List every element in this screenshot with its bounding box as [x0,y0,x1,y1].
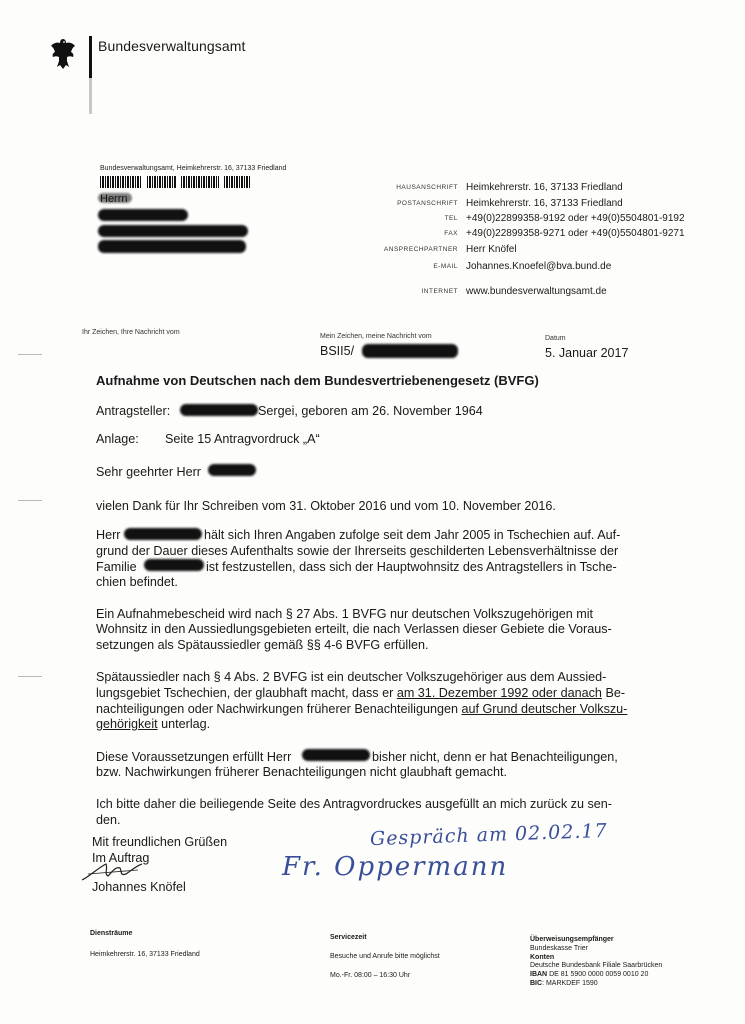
footer-rooms-title: Diensträume [90,930,133,937]
greeting: Sehr geehrter Herr [96,465,201,479]
footer-iban-label: IBAN [530,971,548,979]
body-text: setzungen als Spätaussiedler gemäß §§ 4-6 BVFG erfüllen. [96,638,429,652]
contact-label: E-MAIL [433,263,458,271]
my-ref-label: Mein Zeichen, meine Nachricht vom [320,333,432,340]
letter-subject: Aufnahme von Deutschen nach dem Bundesvertriebenengesetz (BVFG) [96,373,539,388]
fold-mark [18,676,42,677]
email-link[interactable]: Johannes.Knoefel@bva.bund.de [466,261,612,273]
body-text: ist festzustellen, dass sich der Hauptwohnsitz des Antragstellers in Tsche- [206,560,617,574]
redaction [180,404,258,416]
redaction [98,225,248,237]
body-text: Ich bitte daher die beiliegende Seite des Antragvordruckes ausgefüllt an mich zurück zu sen- [96,797,612,811]
body-line [96,717,210,733]
footer-service-title: Servicezeit [330,934,367,941]
logo-bar-accent [89,78,92,114]
redaction [98,240,246,253]
redaction [144,559,204,571]
redaction [362,344,458,358]
body-line [96,702,627,718]
footer-bank [530,936,662,989]
body-text: nachteiligungen oder Nachwirkungen früherer Benachteiligungen [96,702,462,716]
contact-block [330,180,685,299]
contact-value: +49(0)22899358-9192 oder +49(0)5504801-9192 [466,212,685,224]
footer-bank-recipient: Bundeskasse Trier [530,944,588,952]
body-text: lungsgebiet Tschechien, der glaubhaft macht, dass er [96,686,397,700]
barcode [100,176,250,188]
body-text: Be- [601,686,626,700]
contact-label: POSTANSCHRIFT [397,199,458,207]
contact-value: Herr Knöfel [466,243,517,255]
body-text: Wohnsitz in den Aussiedlungsgebieten erteilt, die nach Verlassen dieser Gebiete die Voraus- [96,622,612,636]
letter-date: 5. Januar 2017 [545,346,629,360]
redaction [98,193,132,203]
signer-name: Johannes Knöfel [92,880,186,894]
redaction [208,464,256,476]
body-text: bzw. Nachwirkungen früherer Benachteiligungen nicht glaubhaft gemacht. [96,765,507,779]
body-text: unterlag. [157,717,211,731]
my-ref-value: BSII5/ [320,344,355,358]
contact-label: TEL [444,214,458,222]
applicant-label: Antragsteller: [96,404,171,418]
footer-bic: BIC: MARKDEF 1590 [530,979,598,987]
body-text: Herr [96,528,121,542]
closing-on-behalf: Im Auftrag [92,851,150,865]
redaction [302,749,370,761]
footer-bank-name: Deutsche Bundesbank Filiale Saarbrücken [530,962,663,970]
contact-value: Heimkehrerstr. 16, 37133 Friedland [466,182,623,194]
federal-eagle-icon [50,36,76,70]
return-address: Bundesverwaltungsamt, Heimkehrerstr. 16, 37133 Friedland [100,165,287,172]
org-name: Bundesverwaltungsamt [98,38,246,54]
handwritten-note: Fr. Oppermann [282,852,509,882]
attachment-text: Seite 15 Antragvordruck „A“ [165,432,320,446]
redaction [98,209,188,221]
footer-bic-label: BIC [530,979,543,987]
underlined-text: auf Grund deutscher Volkszu- [461,702,628,716]
handwritten-note: Gespräch am 02.02.17 [369,819,608,851]
redaction [124,528,202,540]
footer-iban [530,971,662,980]
body-text: hält sich Ihren Angaben zufolge seit dem Jahr 2005 in Tschechien auf. Auf- [204,528,621,542]
body-text: Ein Aufnahmebescheid wird nach § 27 Abs. 1 BVFG nur deutschen Volkszugehörigen mit [96,607,594,621]
body-line [96,686,625,702]
date-label: Datum [545,335,566,342]
underlined-text: am 31. Dezember 1992 oder danach [396,686,602,700]
body-text: chien befindet. [96,575,178,589]
your-ref-label: Ihr Zeichen, Ihre Nachricht vom [82,329,180,336]
body-text: Diese Voraussetzungen erfüllt Herr [96,750,292,764]
fold-mark [18,354,42,355]
contact-label: ANSPRECHPARTNER [383,245,458,253]
website-link[interactable]: www.bundesverwaltungsamt.de [466,285,607,297]
contact-label: HAUSANSCHRIFT [396,184,458,192]
footer-service-hours: Mo.-Fr. 08:00 – 16:30 Uhr [330,972,411,979]
body-text: den. [96,813,121,827]
footer-accounts-title: Konten [530,953,555,961]
contact-label: FAX [444,230,458,238]
footer-iban-value: DE 81 5900 0000 0059 0010 20 [549,971,649,979]
applicant-text: Sergei, geboren am 26. November 1964 [258,404,483,418]
footer-bic-value: MARKDEF 1590 [545,979,598,987]
underlined-text: gehörigkeit [96,717,158,731]
contact-value: Heimkehrerstr. 16, 37133 Friedland [466,197,623,209]
contact-label: INTERNET [421,287,458,295]
footer-service-text: Besuche und Anrufe bitte möglichst [330,953,440,960]
footer-bank-title: Überweisungsempfänger [530,936,614,943]
body-text: Spätaussiedler nach § 4 Abs. 2 BVFG ist ein deutscher Volkszugehöriger aus dem Aussied- [96,670,607,684]
body-text: bisher nicht, denn er hat Benachteiligungen, [372,750,618,764]
body-paragraph: vielen Dank für Ihr Schreiben vom 31. Oktober 2016 und vom 10. November 2016. [96,499,556,513]
closing-regards: Mit freundlichen Grüßen [92,835,228,849]
fold-mark [18,500,42,501]
attachment-label: Anlage: [96,432,139,446]
body-text: grund der Dauer dieses Aufenthalts sowie der Ihrerseits geschilderten Lebensverhältnisse der [96,544,619,558]
footer-rooms-text: Heimkehrerstr. 16, 37133 Friedland [90,951,200,958]
contact-value: +49(0)22899358-9271 oder +49(0)5504801-9271 [466,228,685,240]
body-text: Familie [96,560,137,574]
